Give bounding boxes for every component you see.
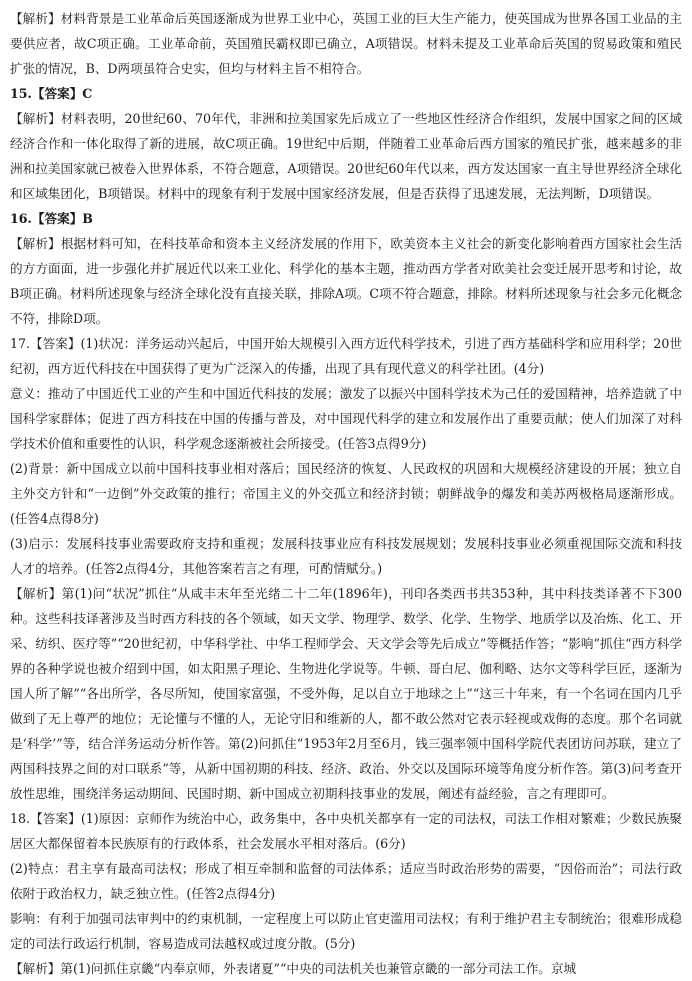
- analysis-17: 【解析】第(1)问“状况”抓住“从咸丰末年至光绪二十二年(1896年)，刊印各类西书共353种，其中科技类译著不下300种。这些科技译著涉及当时西方科技的各个领域，如天文学、物理学、数学、化学、生物学、地质学以及冶炼、化工、开采、纺织、医疗等”“20世纪初，中华科学社、中华工程师学会、天文学会等先后成立”等概括作答；“影响”抓住“西方科学界的各种学说也被介绍到中国，如太阳黑子理论、生物进化学说等。牛顿、哥白尼、伽利略、达尔文等科学巨匠，逐渐为国人所了解”“各出所学，各尽所知，使国家富强，不受外侮，足以自立于地球之上”“这三十年来，有一个名词在国内几乎做到了无上尊严的地位；无论懂与不懂的人，无论守旧和维新的人，都不敢公然对它表示轻视或戏侮的态度。那个名词就是‘科学’”等，结合洋务运动分析作答。第(2)问抓住“1953年2月至6月，钱三强率领中国科学院代表团访问苏联，建立了两国科技界之间的对口联系”等，从新中国初期的科技、经济、政治、外交以及国际环境等角度分析作答。第(3)问考查开放性思维，围绕洋务运动期间、民国时期、新中国成立初期科技事业的发展，阐述有益经验，言之有理即可。: [10, 586, 682, 801]
- analysis-14: 【解析】材料背景是工业革命后英国逐渐成为世界工业中心，英国工业的巨大生产能力，使英国成为世界各国工业品的主要供应者，故C项正确。工业革命前，英国殖民霸权即已确立，A项错误。材料未提及工业革命后英国的贸易政策和殖民扩张的情况，B、D两项虽符合史实，但均与材料主旨不相符合。: [10, 11, 682, 76]
- question-18-answer-part1: 18.【答案】(1)原因：京师作为统治中心，政务集中，各中央机关都享有一定的司法权，司法工作相对繁难；少数民族聚居区大都保留着本民族原有的行政体系，社会发展水平相对落后。(6分): [10, 811, 682, 851]
- question-18-answer-part2: (2)特点：君主享有最高司法权；形成了相互牵制和监督的司法体系；适应当时政治形势的需要，“因俗而治”；司法行政依附于政治权力，缺乏独立性。(任答2点得4分): [10, 861, 682, 901]
- analysis-16: 【解析】根据材料可知，在科技革命和资本主义经济发展的作用下，欧美资本主义社会的新变化影响着西方国家社会生活的方方面面，进一步强化并扩展近代以来工业化、科学化的基本主题，推动西方学者对欧美社会变迁展开思考和讨论，故B项正确。材料所述现象与经济全球化没有直接关联，排除A项。C项不符合题意，排除。材料所述现象与社会多元化概念不符，排除D项。: [10, 236, 682, 326]
- question-16-answer: 16.【答案】B: [10, 211, 93, 226]
- question-18-influence: 影响：有利于加强司法审判中的约束机制，一定程度上可以防止官吏滥用司法权；有利于维护君主专制统治；很难形成稳定的司法行政运行机制，容易造成司法越权或过度分散。(5分): [10, 911, 682, 951]
- question-17-significance: 意义：推动了中国近代工业的产生和中国近代科技的发展；激发了以振兴中国科学技术为己任的爱国精神，培养造就了中国科学家群体；促进了西方科技在中国的传播与普及，对中国现代科学的建立和发展作出了重要贡献；使人们加深了对科学技术价值和重要性的认识，科学观念逐渐被社会所接受。(任答3点得9分): [10, 386, 682, 451]
- analysis-18: 【解析】第(1)问抓住京畿“内奉京师，外表诸夏”“中央的司法机关也兼管京畿的一部分司法工作。京城: [10, 961, 577, 976]
- question-17-answer-part1: 17.【答案】(1)状况：洋务运动兴起后，中国开始大规模引入西方近代科学技术，引进了西方基础科学和应用科学；20世纪初，西方近代科技在中国获得了更为广泛深入的传播，出现了具有现代意义的科学社团。(4分): [10, 336, 682, 376]
- question-17-answer-part2: (2)背景：新中国成立以前中国科技事业相对落后；国民经济的恢复、人民政权的巩固和大规模经济建设的开展；独立自主外交方针和“一边倒”外交政策的推行；帝国主义的外交孤立和经济封锁；朝鲜战争的爆发和美苏两极格局逐渐形成。(任答4点得8分): [10, 461, 682, 526]
- question-15-answer: 15.【答案】C: [10, 86, 93, 101]
- analysis-15: 【解析】材料表明，20世纪60、70年代，非洲和拉美国家先后成立了一些地区性经济合作组织，发展中国家之间的区域经济合作和一体化取得了新的进展，故C项正确。19世纪中后期，伴随着工业革命后西方国家的殖民扩张，越来越多的非洲和拉美国家就已被卷入世界体系，不符合题意，A项错误。20世纪60年代以来，西方发达国家一直主导世界经济全球化和区域集团化，B项错误。材料中的现象有利于发展中国家经济发展，但是否获得了迅速发展，无法判断，D项错误。: [10, 111, 682, 201]
- question-17-answer-part3: (3)启示：发展科技事业需要政府支持和重视；发展科技事业应有科技发展规划；发展科技事业必须重视国际交流和科技人才的培养。(任答2点得4分，其他答案若言之有理，可酌情赋分。): [10, 536, 682, 576]
